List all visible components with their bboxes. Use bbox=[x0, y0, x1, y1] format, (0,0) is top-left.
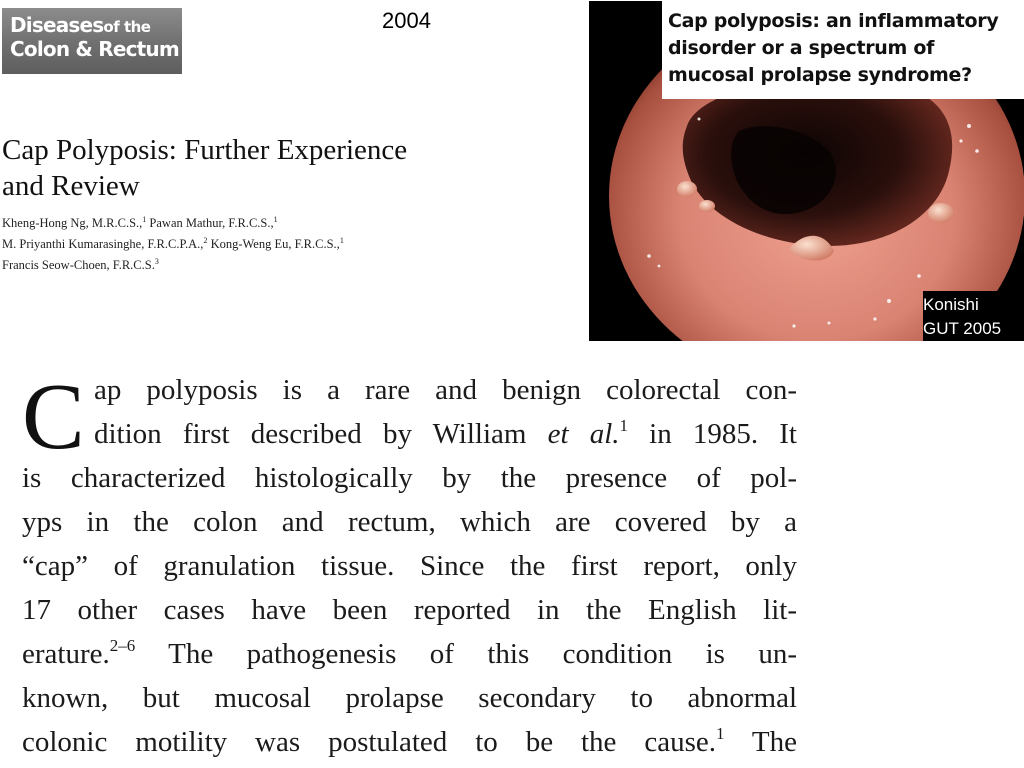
credit-source: GUT 2005 bbox=[923, 319, 1002, 338]
reference-marker: 1 bbox=[619, 416, 628, 435]
body-text: erature. bbox=[22, 638, 110, 670]
author-line bbox=[2, 232, 472, 253]
journal-logo-word: Diseases bbox=[10, 13, 104, 37]
reference-marker: 2–6 bbox=[109, 636, 136, 655]
overlay-paper-title bbox=[662, 1, 1024, 99]
article-title-line1: Cap Polyposis: Further Experience bbox=[2, 134, 408, 166]
body-text: colonic motility was postulated to be the cause. bbox=[22, 726, 717, 758]
body-text: ap polyposis is a rare and benign colorectal con- bbox=[94, 374, 797, 406]
article-title-line2: and Review bbox=[2, 170, 140, 202]
body-text: yps in the colon and rectum, which are covered by a bbox=[22, 506, 797, 538]
journal-logo-line1 bbox=[10, 15, 174, 35]
polyp bbox=[928, 203, 954, 223]
body-line bbox=[22, 368, 797, 412]
overlay-title-line: mucosal prolapse syndrome? bbox=[668, 64, 972, 86]
body-line bbox=[22, 588, 797, 632]
body-line bbox=[22, 456, 797, 500]
body-italic: et al. bbox=[547, 418, 620, 450]
author-name: Kong-Weng Eu, F.R.C.S., bbox=[207, 237, 340, 252]
author-name: M. Priyanthi Kumarasinghe, F.R.C.P.A., bbox=[2, 237, 204, 252]
year-label: 2004 bbox=[382, 8, 431, 33]
author-line bbox=[2, 253, 472, 274]
body-text: is characterized histologically by the presence of pol- bbox=[22, 462, 797, 494]
author-affiliation: 3 bbox=[154, 257, 159, 267]
body-excerpt bbox=[22, 365, 798, 764]
body-line bbox=[22, 632, 797, 676]
body-text: dition first described by William bbox=[94, 418, 548, 450]
author-affiliation: 1 bbox=[339, 236, 344, 246]
author-name: Kheng-Hong Ng, M.R.C.S., bbox=[2, 216, 143, 231]
body-line bbox=[22, 720, 797, 764]
author-name: Francis Seow-Choen, F.R.C.S. bbox=[2, 258, 155, 273]
author-affiliation: 1 bbox=[142, 215, 147, 224]
journal-logo-small-word: of the bbox=[103, 18, 151, 36]
overlay-title-line: Cap polyposis: an inflammatory bbox=[668, 10, 999, 32]
body-text: “cap” of granulation tissue. Since the first report, only bbox=[22, 550, 797, 582]
image-credit bbox=[923, 291, 1024, 341]
body-line bbox=[22, 412, 797, 456]
reference-marker: 1 bbox=[716, 724, 725, 743]
body-line bbox=[22, 544, 797, 588]
author-list bbox=[2, 211, 472, 274]
overlay-title-line: disorder or a spectrum of bbox=[668, 37, 935, 59]
author-affiliation: 2 bbox=[203, 236, 208, 246]
polyp bbox=[677, 181, 697, 197]
body-text: in 1985. It bbox=[628, 418, 797, 450]
author-name: Pawan Mathur, F.R.C.S., bbox=[146, 216, 274, 231]
article-title bbox=[2, 132, 492, 204]
author-line bbox=[2, 211, 472, 232]
body-text: The pathogenesis of this condition is un- bbox=[135, 638, 797, 670]
credit-author: Konishi bbox=[923, 295, 979, 314]
body-text: 17 other cases have been reported in the English lit- bbox=[22, 594, 797, 626]
endoscopy-image-panel bbox=[589, 1, 1024, 341]
author-affiliation: 1 bbox=[273, 215, 278, 224]
body-text: The bbox=[724, 726, 798, 758]
polyp bbox=[699, 200, 715, 212]
body-text: known, but mucosal prolapse secondary to abnormal bbox=[22, 682, 797, 714]
body-line bbox=[22, 500, 797, 544]
journal-logo bbox=[2, 8, 182, 74]
body-line bbox=[22, 676, 797, 720]
drop-cap: C bbox=[22, 365, 85, 469]
journal-logo-line2: Colon & Rectum bbox=[10, 37, 179, 61]
